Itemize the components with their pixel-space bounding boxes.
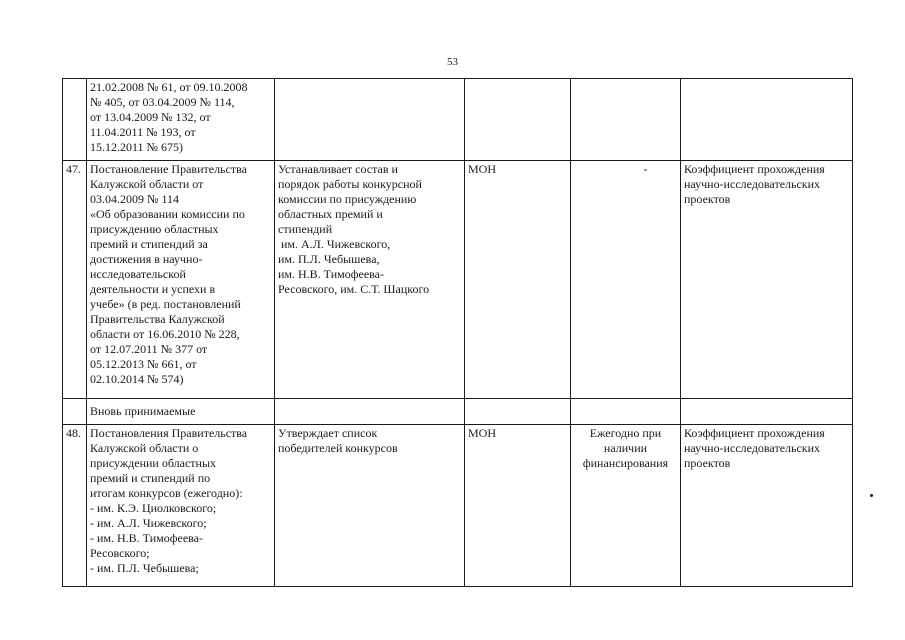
indicator-line: научно-исследовательских [684, 177, 821, 191]
row-number-cell [63, 79, 87, 161]
terms-cell [571, 79, 681, 161]
section-title-cell: Вновь принимаемые [87, 399, 275, 425]
table-row-continuation [63, 79, 853, 161]
document-line: 05.12.2013 № 661, от [90, 357, 197, 371]
document-line: деятельности и успехи в [90, 282, 216, 296]
description-cell [275, 399, 465, 425]
document-line: 15.12.2011 № 675) [90, 140, 183, 154]
document-line: исследовательской [90, 267, 186, 281]
document-line: области от 16.06.2010 № 228, [90, 327, 240, 341]
indicator-line: Коэффициент прохождения [684, 162, 825, 176]
document-cell [87, 161, 275, 399]
page-number: 53 [447, 56, 458, 68]
document-line: премий и стипендий по [90, 471, 211, 485]
document-line: от 13.04.2009 № 132, от [90, 110, 211, 124]
document-line: Правительства Калужской [90, 312, 225, 326]
document-line: присуждении областных [90, 456, 217, 470]
indicator-cell [681, 79, 853, 161]
table-row-47 [63, 161, 853, 399]
description-line: им. А.Л. Чижевского, [278, 237, 391, 251]
document-line: 11.04.2011 № 193, от [90, 125, 196, 139]
organization-cell [465, 79, 571, 161]
document-line: Калужской области от [90, 177, 204, 191]
document-line: - им. Н.В. Тимофеева- [90, 531, 203, 545]
description-line: им. П.Л. Чебышева, [278, 252, 380, 266]
table-row-48 [63, 425, 853, 587]
organization-cell [465, 399, 571, 425]
organization-cell: МОН [465, 161, 571, 399]
document-line: 02.10.2014 № 574) [90, 372, 184, 386]
document-line: - им. К.Э. Циолковского; [90, 501, 217, 515]
row-number-cell [63, 399, 87, 425]
terms-cell [571, 425, 681, 587]
description-line: комиссии по присуждению [278, 192, 417, 206]
description-cell [275, 425, 465, 587]
document-line: премий и стипендий за [90, 237, 208, 251]
document-line: Постановления Правительства [90, 426, 248, 440]
organization-cell: МОН [465, 425, 571, 587]
document-cell [87, 425, 275, 587]
document-line: присуждению областных [90, 222, 219, 236]
document-cell [87, 79, 275, 161]
indicator-cell [681, 399, 853, 425]
document-line: 21.02.2008 № 61, от 09.10.2008 [90, 80, 248, 94]
terms-line: Ежегодно при [589, 426, 662, 440]
indicator-line: Коэффициент прохождения [684, 426, 825, 440]
terms-line: финансирования [582, 456, 669, 470]
description-cell [275, 161, 465, 399]
scan-artifact-dot [870, 494, 873, 497]
indicator-line: проектов [684, 456, 731, 470]
document-line: от 12.07.2011 № 377 от [90, 342, 208, 356]
terms-line: наличии [603, 441, 648, 455]
description-line: победителей конкурсов [278, 441, 398, 455]
indicator-line: проектов [684, 192, 731, 206]
terms-cell [571, 399, 681, 425]
document-line: № 405, от 03.04.2009 № 114, [90, 95, 235, 109]
document-line: - им. А.Л. Чижевского; [90, 516, 207, 530]
document-line: Калужской области о [90, 441, 199, 455]
description-line: Утверждает список [278, 426, 378, 440]
row-number-cell: 48. [63, 425, 87, 587]
indicator-cell [681, 161, 853, 399]
terms-cell [571, 161, 681, 399]
document-line: Ресовского; [90, 546, 150, 560]
table-row-section [63, 399, 853, 425]
document-line: 03.04.2009 № 114 [90, 192, 180, 206]
description-line: Ресовского, им. С.Т. Шацкого [278, 282, 430, 296]
document-line: итогам конкурсов (ежегодно): [90, 486, 243, 500]
description-cell [275, 79, 465, 161]
terms-line: - [643, 162, 648, 176]
indicator-line: научно-исследовательских [684, 441, 821, 455]
indicator-cell [681, 425, 853, 587]
description-line: Устанавливает состав и [278, 162, 398, 176]
document-line: «Об образовании комиссии по [90, 207, 245, 221]
description-line: областных премий и [278, 207, 383, 221]
document-line: учебе» (в ред. постановлений [90, 297, 241, 311]
description-line: им. Н.В. Тимофеева- [278, 267, 384, 281]
document-line: достижения в научно- [90, 252, 203, 266]
document-line: Постановление Правительства [90, 162, 247, 176]
description-line: стипендий [278, 222, 333, 236]
row-number-cell: 47. [63, 161, 87, 399]
document-line: - им. П.Л. Чебышева; [90, 561, 199, 575]
legal-acts-table [62, 78, 853, 587]
description-line: порядок работы конкурсной [278, 177, 422, 191]
